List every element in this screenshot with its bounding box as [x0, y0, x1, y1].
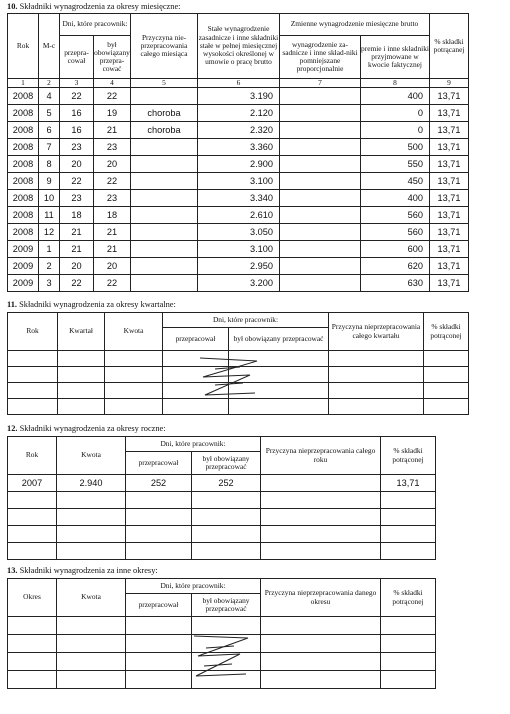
col-number: 6 — [198, 79, 280, 88]
col-zmienne-b-header: premie i inne składniki przyjmowane w kwocie faktycznej — [361, 36, 430, 79]
table-row — [8, 258, 469, 275]
cell-przepracowal: 16 — [60, 122, 94, 139]
cell-obowiazany: 20 — [94, 156, 131, 173]
cell-zmienne-a — [280, 88, 361, 105]
cell-przepracowal: 22 — [60, 173, 94, 190]
cell-mc: 9 — [39, 173, 60, 190]
cell-obowiazany: 23 — [94, 190, 131, 207]
cell-mc: 4 — [39, 88, 60, 105]
cell-obowiazany: 20 — [94, 258, 131, 275]
cell-przyczyna: choroba — [131, 105, 198, 122]
cell-obowiazany: 21 — [94, 122, 131, 139]
cell-zmienne-b: 450 — [361, 173, 430, 190]
cell-mc: 11 — [39, 207, 60, 224]
table-row — [8, 122, 469, 139]
cell-przepracowal: 20 — [60, 156, 94, 173]
cell-rok: 2008 — [8, 88, 39, 105]
cell-skladka: 13,71 — [430, 139, 469, 156]
cell-obowiazany: 22 — [94, 275, 131, 292]
cell-skladka: 13,71 — [430, 190, 469, 207]
cell-stale: 2.120 — [198, 105, 280, 122]
table-row — [8, 105, 469, 122]
cell-mc: 5 — [39, 105, 60, 122]
q-col-obowiazany-header: był obowiązany przepracować — [229, 328, 329, 351]
table-row — [8, 492, 436, 509]
cell-mc: 6 — [39, 122, 60, 139]
cell-obowiazany: 23 — [94, 139, 131, 156]
yearly-table — [7, 436, 436, 560]
table-row — [8, 88, 469, 105]
cell-rok: 2008 — [8, 122, 39, 139]
cell-przepracowal: 18 — [60, 207, 94, 224]
cell-zmienne-b: 0 — [361, 122, 430, 139]
cell-stale: 3.360 — [198, 139, 280, 156]
section-10-title — [7, 2, 181, 11]
q-col-skladka-header: % składki potrąconej — [424, 313, 469, 351]
y-col-przepracowal-header: przepracował — [126, 452, 192, 475]
cell-przepracowal: 252 — [126, 475, 192, 492]
cell-rok: 2007 — [8, 475, 57, 492]
cell-przyczyna: choroba — [131, 122, 198, 139]
y-col-skladka-header: % składki potrąconej — [381, 437, 436, 475]
cell-obowiazany: 252 — [192, 475, 261, 492]
cell-przepracowal: 22 — [60, 88, 94, 105]
cell-przyczyna — [131, 258, 198, 275]
cell-rok: 2008 — [8, 105, 39, 122]
cell-przyczyna — [131, 88, 198, 105]
cell-skladka: 13,71 — [430, 241, 469, 258]
cell-stale: 3.340 — [198, 190, 280, 207]
cell-zmienne-b: 500 — [361, 139, 430, 156]
section-13-number: 13. — [7, 566, 18, 575]
cell-przyczyna — [131, 224, 198, 241]
cell-przepracowal: 21 — [60, 241, 94, 258]
cell-mc: 7 — [39, 139, 60, 156]
cell-stale: 3.100 — [198, 241, 280, 258]
cell-obowiazany: 21 — [94, 224, 131, 241]
y-col-kwota-header: Kwota — [57, 437, 126, 475]
o-col-skladka-header: % składki potrąconej — [381, 579, 436, 617]
cell-skladka: 13,71 — [430, 122, 469, 139]
cell-zmienne-b: 600 — [361, 241, 430, 258]
col-przyczyna-header: Przyczyna nie-przepracowania całego miesiąca — [131, 14, 198, 79]
cell-zmienne-b: 560 — [361, 207, 430, 224]
cell-przyczyna — [131, 275, 198, 292]
cell-zmienne-b: 560 — [361, 224, 430, 241]
cell-stale: 3.100 — [198, 173, 280, 190]
col-number: 2 — [39, 79, 60, 88]
cell-skladka: 13,71 — [430, 258, 469, 275]
cell-zmienne-a — [280, 207, 361, 224]
cell-przepracowal: 22 — [60, 275, 94, 292]
section-12-label: Składniki wynagrodzenia za okresy roczne: — [19, 424, 166, 433]
q-col-przepracowal-header: przepracował — [163, 328, 229, 351]
col-number: 9 — [430, 79, 469, 88]
cell-zmienne-b: 400 — [361, 88, 430, 105]
section-11-number: 11. — [7, 300, 18, 309]
cell-obowiazany: 22 — [94, 173, 131, 190]
cell-rok: 2008 — [8, 190, 39, 207]
section-12-number: 12. — [7, 424, 18, 433]
cell-obowiazany: 21 — [94, 241, 131, 258]
cell-rok: 2008 — [8, 224, 39, 241]
section-11-title — [7, 300, 176, 309]
cell-zmienne-a — [280, 258, 361, 275]
section-11-label: Składniki wynagrodzenia za okresy kwartalne: — [19, 300, 176, 309]
cancel-scribble-other — [188, 632, 258, 687]
table-row — [8, 509, 436, 526]
col-number: 3 — [60, 79, 94, 88]
cell-przepracowal: 23 — [60, 139, 94, 156]
col-mc-header: M-c — [39, 14, 60, 79]
table-row — [8, 156, 469, 173]
cell-rok: 2008 — [8, 139, 39, 156]
cell-zmienne-b: 630 — [361, 275, 430, 292]
table-row — [8, 275, 469, 292]
monthly-table — [7, 13, 469, 292]
cell-mc: 1 — [39, 241, 60, 258]
section-10-number: 10. — [7, 2, 18, 11]
cell-przepracowal: 20 — [60, 258, 94, 275]
cell-zmienne-b: 0 — [361, 105, 430, 122]
o-col-przepracowal-header: przepracował — [126, 594, 192, 617]
cell-skladka: 13,71 — [430, 105, 469, 122]
cell-rok: 2009 — [8, 241, 39, 258]
column-numbers-row — [8, 79, 469, 88]
o-col-kwota-header: Kwota — [57, 579, 126, 617]
cell-stale: 2.900 — [198, 156, 280, 173]
q-col-dni-header: Dni, które pracownik: — [163, 313, 329, 328]
col-obowiazany-header: był obowiązany przepra-cować — [94, 36, 131, 79]
section-13-label: Składniki wynagrodzenia za inne okresy: — [19, 566, 158, 575]
table-row — [8, 526, 436, 543]
table-row — [8, 139, 469, 156]
table-row — [8, 241, 469, 258]
cell-skladka: 13,71 — [381, 475, 436, 492]
y-col-obowiazany-header: był obowiązany przepracować — [192, 452, 261, 475]
cell-zmienne-a — [280, 139, 361, 156]
cell-zmienne-a — [280, 224, 361, 241]
table-row — [8, 207, 469, 224]
cell-przepracowal: 23 — [60, 190, 94, 207]
o-col-dni-header: Dni, które pracownik: — [126, 579, 261, 594]
cell-skladka: 13,71 — [430, 224, 469, 241]
y-col-dni-header: Dni, które pracownik: — [126, 437, 261, 452]
table-row — [8, 543, 436, 560]
yearly-empty-rows — [8, 492, 436, 560]
col-number: 1 — [8, 79, 39, 88]
cell-skladka: 13,71 — [430, 156, 469, 173]
cell-rok: 2008 — [8, 156, 39, 173]
cell-zmienne-a — [280, 173, 361, 190]
cell-przyczyna — [261, 475, 381, 492]
cell-przyczyna — [131, 139, 198, 156]
cell-zmienne-b: 620 — [361, 258, 430, 275]
table-row — [8, 224, 469, 241]
cell-przepracowal: 21 — [60, 224, 94, 241]
cell-obowiazany: 18 — [94, 207, 131, 224]
section-12-title — [7, 424, 166, 433]
cell-obowiazany: 22 — [94, 88, 131, 105]
o-col-okres-header: Okres — [8, 579, 57, 617]
cell-stale: 3.200 — [198, 275, 280, 292]
q-col-rok-header: Rok — [8, 313, 58, 351]
cell-mc: 8 — [39, 156, 60, 173]
cell-stale: 2.320 — [198, 122, 280, 139]
cell-stale: 2.610 — [198, 207, 280, 224]
cell-zmienne-a — [280, 105, 361, 122]
col-skladka-header: % składki potrącanej — [430, 14, 469, 79]
col-stale-header: Stałe wynagrodzenie zasadnicze i inne składniki stałe w pełnej miesięcznej wysokości określonej w umowie o pracę brutto — [198, 14, 280, 79]
o-col-przyczyna-header: Przyczyna nieprzepracowania danego okresu — [261, 579, 381, 617]
col-number: 5 — [131, 79, 198, 88]
cell-zmienne-b: 400 — [361, 190, 430, 207]
cell-zmienne-a — [280, 156, 361, 173]
col-zmienne-a-header: wynagrodzenie za-sadnicze i inne skład-niki pomniejszane proporcjonalnie — [280, 36, 361, 79]
q-col-kwota-header: Kwota — [105, 313, 163, 351]
table-row — [8, 475, 436, 492]
cell-kwota: 2.940 — [57, 475, 126, 492]
col-number: 4 — [94, 79, 131, 88]
cell-skladka: 13,71 — [430, 275, 469, 292]
col-przepracowal-header: przepra-cował — [60, 36, 94, 79]
table-row — [8, 173, 469, 190]
cell-mc: 12 — [39, 224, 60, 241]
cell-zmienne-a — [280, 190, 361, 207]
o-col-obowiazany-header: był obowiązany przepracować — [192, 594, 261, 617]
col-zmienne-header: Zmienne wynagrodzenie miesięczne brutto — [280, 14, 430, 36]
cell-stale: 3.190 — [198, 88, 280, 105]
cell-przyczyna — [131, 173, 198, 190]
cell-przyczyna — [131, 190, 198, 207]
cell-zmienne-a — [280, 275, 361, 292]
cell-skladka: 13,71 — [430, 173, 469, 190]
cell-rok: 2009 — [8, 258, 39, 275]
cell-zmienne-a — [280, 122, 361, 139]
table-row — [8, 190, 469, 207]
cell-przyczyna — [131, 156, 198, 173]
cell-przyczyna — [131, 241, 198, 258]
section-13-title — [7, 566, 158, 575]
cell-stale: 3.050 — [198, 224, 280, 241]
q-col-przyczyna-header: Przyczyna nieprzepracowania całego kwartału — [329, 313, 424, 351]
col-number: 8 — [361, 79, 430, 88]
col-rok-header: Rok — [8, 14, 39, 79]
y-col-przyczyna-header: Przyczyna nieprzepracowania całego roku — [261, 437, 381, 475]
cell-stale: 2.950 — [198, 258, 280, 275]
cell-mc: 2 — [39, 258, 60, 275]
cancel-scribble-quarterly — [195, 355, 265, 405]
cell-przyczyna — [131, 207, 198, 224]
cell-zmienne-a — [280, 241, 361, 258]
cell-skladka: 13,71 — [430, 88, 469, 105]
y-col-rok-header: Rok — [8, 437, 57, 475]
cell-rok: 2008 — [8, 173, 39, 190]
cell-rok: 2009 — [8, 275, 39, 292]
q-col-kwartal-header: Kwartał — [58, 313, 105, 351]
cell-rok: 2008 — [8, 207, 39, 224]
cell-skladka: 13,71 — [430, 207, 469, 224]
col-dni-header: Dni, które pracownik: — [60, 14, 131, 36]
cell-mc: 10 — [39, 190, 60, 207]
col-number: 7 — [280, 79, 361, 88]
cell-przepracowal: 16 — [60, 105, 94, 122]
cell-zmienne-b: 550 — [361, 156, 430, 173]
cell-obowiazany: 19 — [94, 105, 131, 122]
cell-mc: 3 — [39, 275, 60, 292]
section-10-label: Składniki wynagrodzenia za okresy miesięczne: — [19, 2, 181, 11]
